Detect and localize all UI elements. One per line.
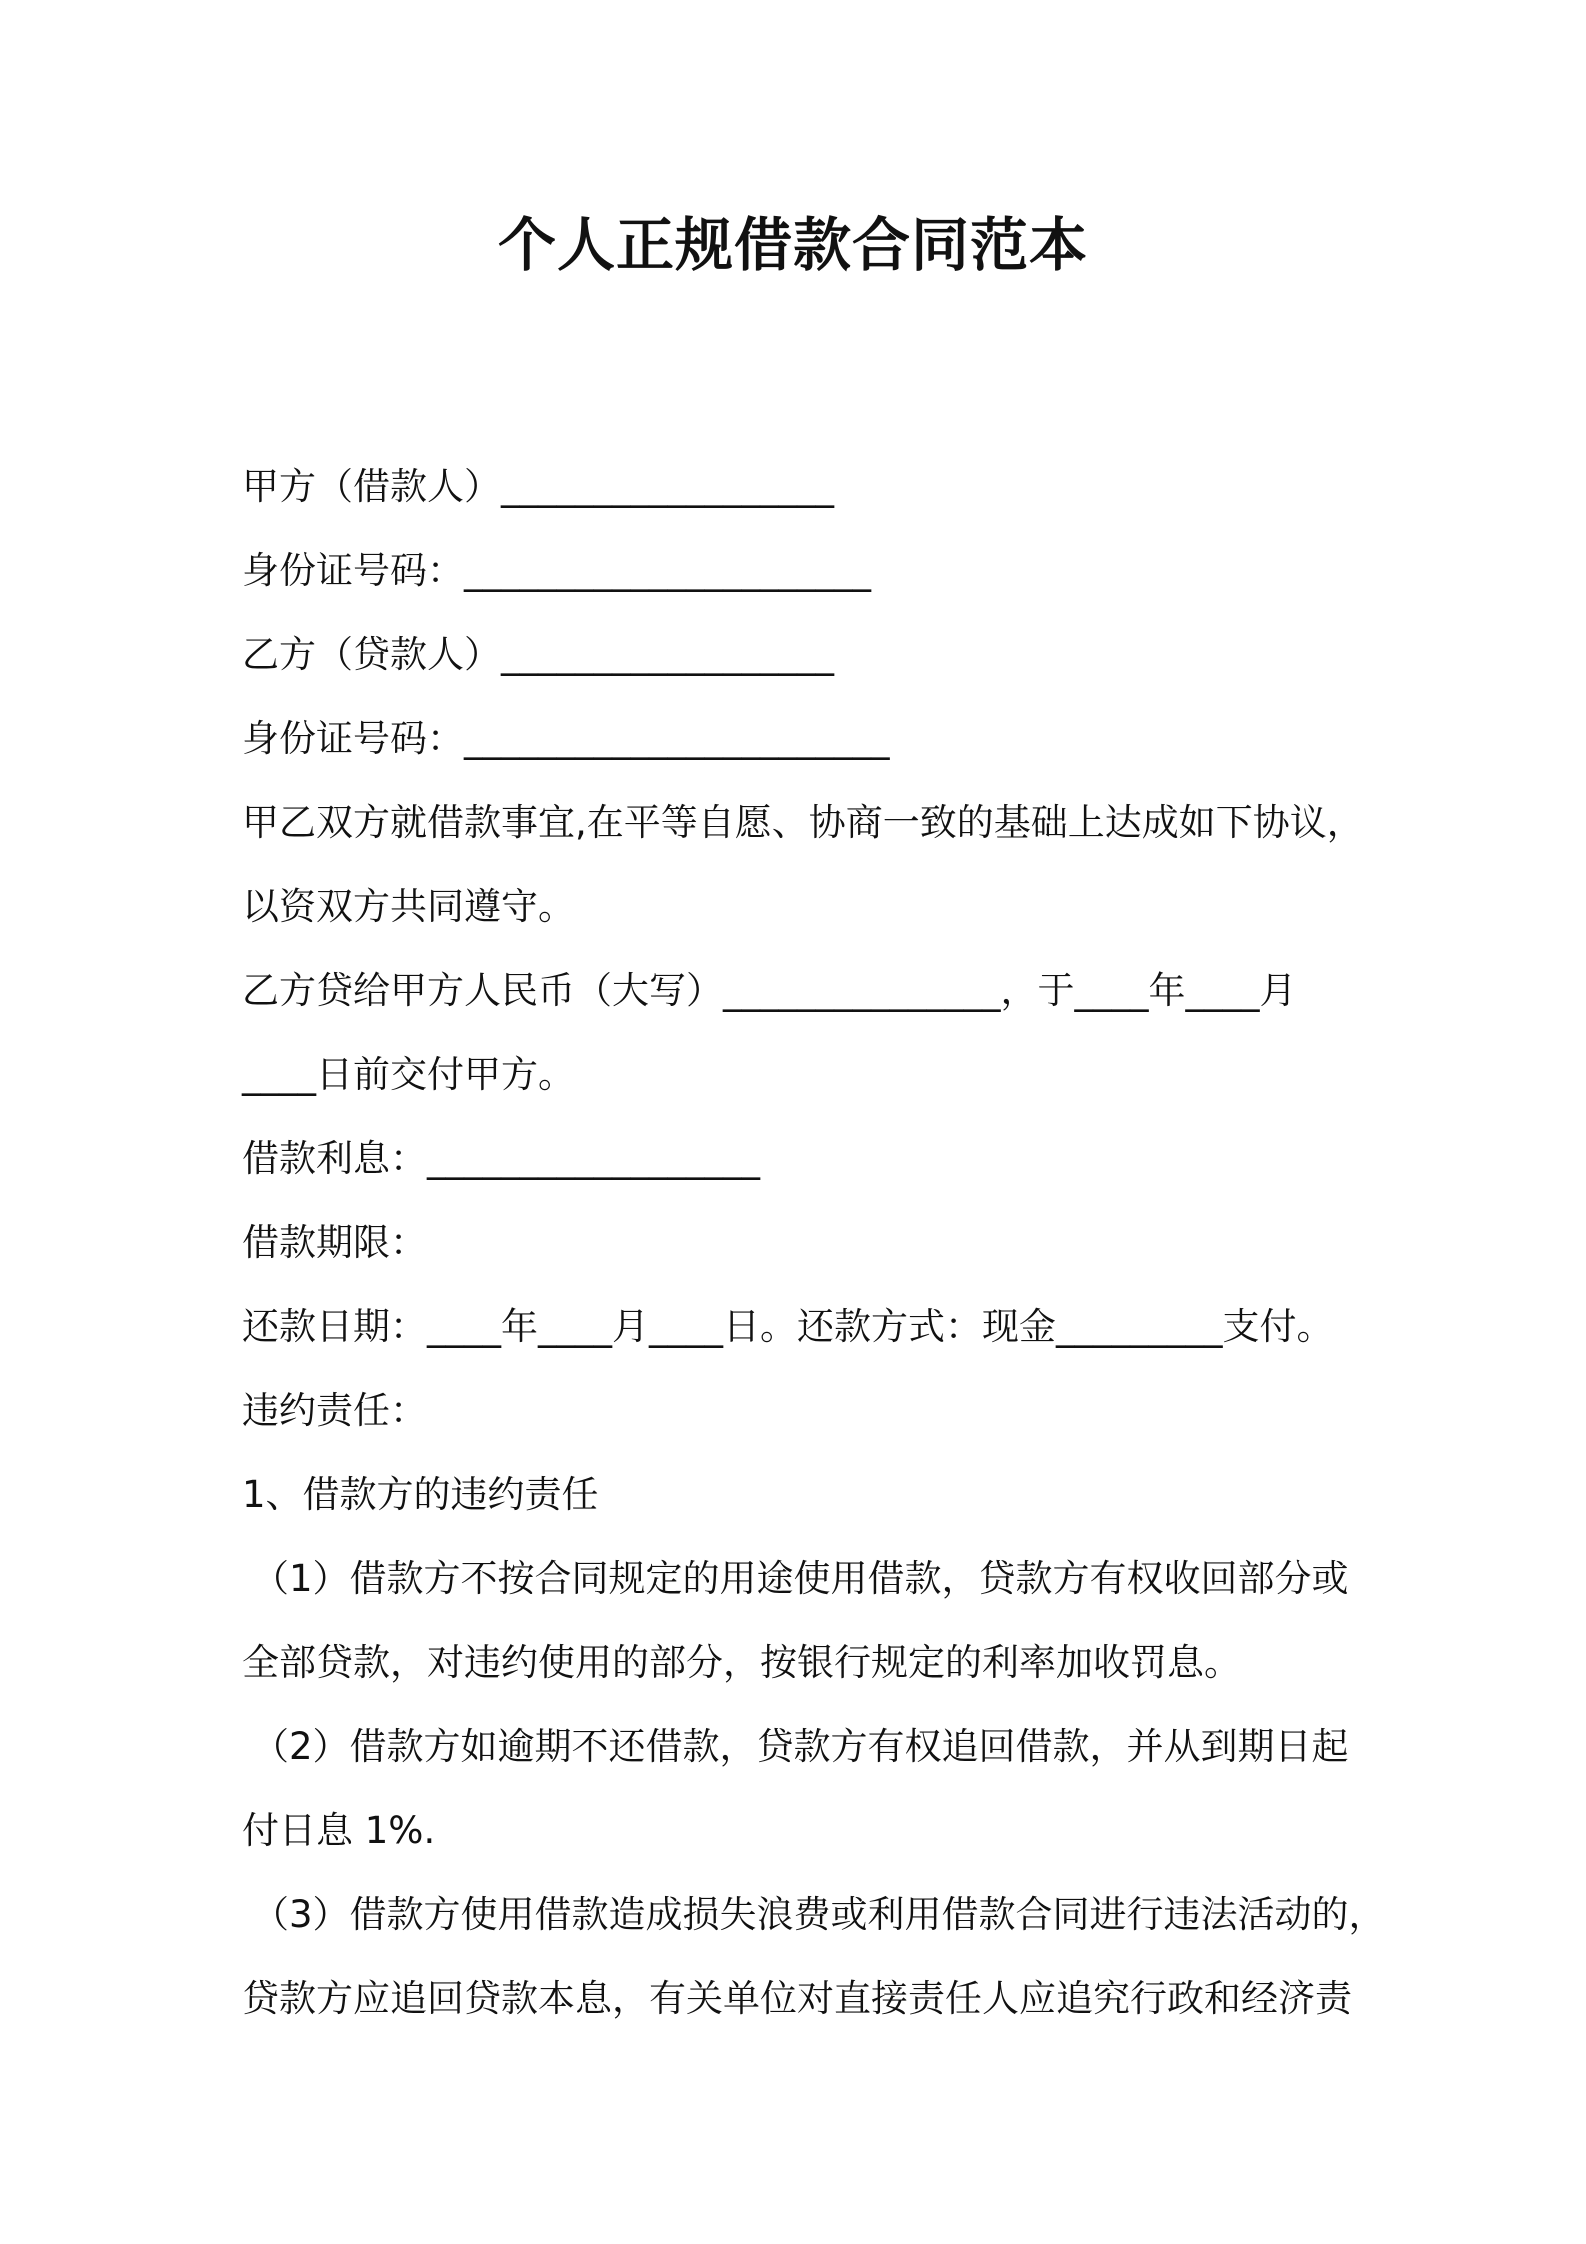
borrower-id-line: 身份证号码：______________________	[242, 549, 871, 592]
clause-3-line: （3）借款方使用借款造成损失浪费或利用借款合同进行违法活动的，	[252, 1893, 1386, 1936]
loan-amount-line: 乙方贷给甲方人民币（大写）_______________，于____年____月	[242, 969, 1297, 1012]
clause-2-line: （2）借款方如逾期不还借款，贷款方有权追回借款，并从到期日起	[252, 1725, 1349, 1768]
clause-3-line-2: 贷款方应追回贷款本息，有关单位对直接责任人应追究行政和经济责	[242, 1977, 1352, 2020]
agreement-intro-line: 甲乙双方就借款事宜,在平等自愿、协商一致的基础上达成如下协议，	[242, 801, 1364, 844]
clause-1-line-2: 全部贷款，对违约使用的部分，按银行规定的利率加收罚息。	[242, 1641, 1241, 1684]
agreement-intro-line-2: 以资双方共同遵守。	[242, 885, 575, 928]
borrower-line: 甲方（借款人）__________________	[242, 465, 834, 508]
interest-line: 借款利息：__________________	[242, 1137, 760, 1180]
borrower-liability-heading: 1、借款方的违约责任	[242, 1473, 599, 1516]
clause-2-line-2: 付日息 1%.	[242, 1809, 436, 1852]
document-title: 个人正规借款合同范本	[497, 211, 1088, 279]
liability-heading: 违约责任：	[242, 1389, 427, 1432]
loan-delivery-line: ____日前交付甲方。	[242, 1053, 575, 1096]
term-line: 借款期限：	[242, 1221, 427, 1264]
clause-1-line: （1）借款方不按合同规定的用途使用借款，贷款方有权收回部分或	[252, 1557, 1349, 1600]
lender-line: 乙方（贷款人）__________________	[242, 633, 834, 676]
lender-id-line: 身份证号码：_______________________	[242, 717, 890, 760]
document-body	[242, 445, 1386, 2041]
repayment-line: 还款日期：____年____月____日。还款方式：现金_________支付。	[242, 1305, 1334, 1348]
